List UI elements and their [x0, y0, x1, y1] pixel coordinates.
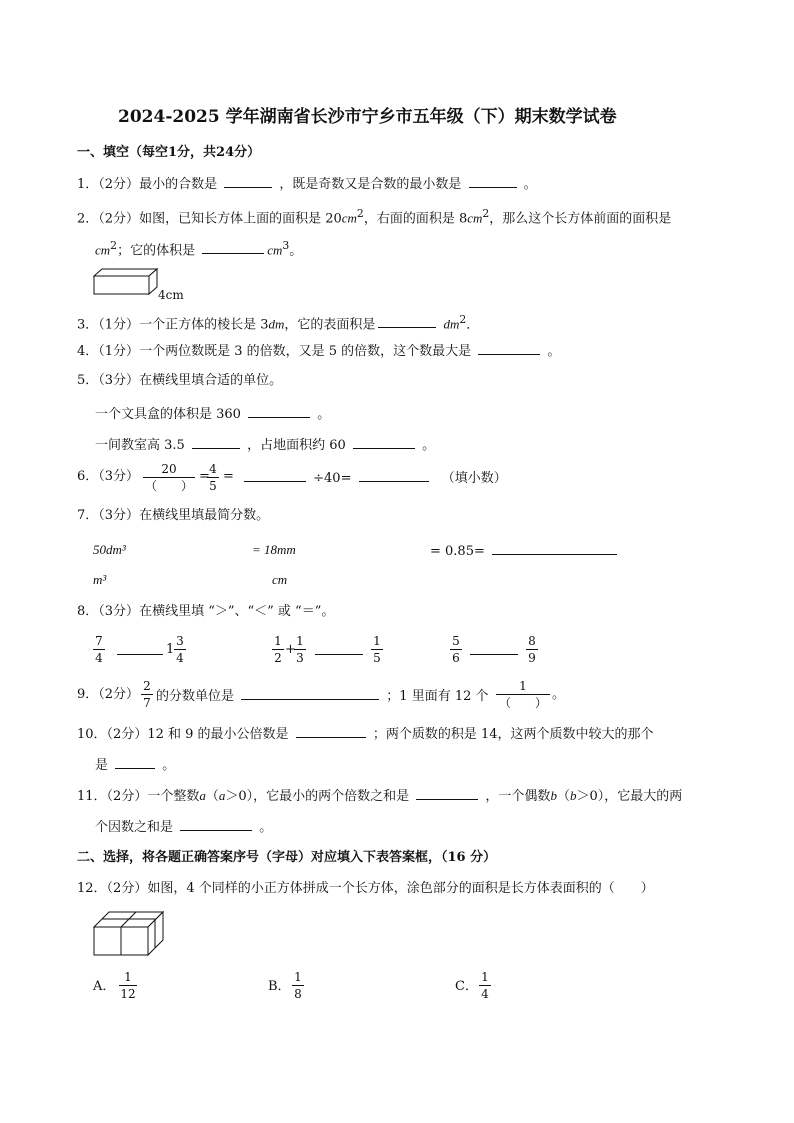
- fraction-bar: [93, 649, 105, 650]
- numerator: 8: [528, 634, 536, 648]
- answer-blank[interactable]: [241, 687, 379, 700]
- q-text: 一个整数: [147, 789, 200, 804]
- answer-blank[interactable]: [202, 241, 264, 254]
- fraction-bar: [479, 985, 491, 986]
- numerator: 1: [481, 970, 489, 984]
- numerator: 4: [209, 462, 217, 476]
- question-5-line2: [95, 436, 435, 454]
- numerator: 1: [274, 634, 282, 648]
- fraction: [143, 462, 195, 493]
- q-number: 3．: [77, 317, 99, 333]
- fraction: [371, 634, 383, 665]
- q-number: 11．: [77, 789, 107, 804]
- q-points: （2分）: [106, 789, 148, 804]
- q-text: 12 和 9 的最小公倍数是: [147, 727, 289, 742]
- unit: cm: [341, 210, 357, 226]
- q-text: ，占地面积约 60: [247, 438, 346, 453]
- fraction-bar: [450, 649, 462, 650]
- q-points: （2分）: [106, 881, 148, 896]
- q-text: = 0.85=: [430, 544, 485, 559]
- question-2-line2: [95, 238, 302, 259]
- q-text: ；两个质数的积是 14，这两个质数中较大的那个: [372, 727, 654, 742]
- answer-blank[interactable]: [296, 725, 366, 738]
- answer-blank[interactable]: [192, 436, 240, 449]
- q-text: 一个文具盒的体积是 360: [95, 407, 241, 422]
- q-text: ，既是奇数又是合数的最小数是: [279, 177, 462, 192]
- fraction: [207, 462, 219, 493]
- q-text: （: [556, 789, 570, 804]
- q-text: ．: [466, 317, 480, 333]
- unit: dm: [268, 316, 285, 332]
- q-text: 。: [547, 344, 561, 359]
- denominator: （ ）: [144, 479, 193, 493]
- q-text: 的分数单位是: [156, 689, 235, 704]
- denominator: 4: [95, 651, 103, 665]
- fraction-bar: [207, 477, 219, 478]
- q-number: 7．: [77, 508, 99, 523]
- q-text: 。: [317, 407, 331, 422]
- fraction: [450, 634, 462, 665]
- question-1: [77, 175, 537, 193]
- answer-blank[interactable]: [315, 642, 363, 655]
- q-number: 2．: [77, 211, 99, 227]
- exponent: 2: [110, 239, 118, 252]
- question-6-rest: [241, 469, 507, 487]
- variable: b: [569, 788, 577, 803]
- q-text: ；1 里面有 12 个: [386, 689, 489, 704]
- denominator: 12: [120, 987, 136, 1001]
- question-12: [77, 881, 654, 897]
- answer-blank[interactable]: [478, 342, 540, 355]
- denominator: 4: [176, 651, 184, 665]
- answer-blank[interactable]: [378, 315, 436, 328]
- section-2-heading: 二、选择，将各题正确答案序号（字母）对应填入下表答案框，（16 分）: [77, 850, 497, 865]
- q-text: 。: [552, 687, 566, 702]
- fraction: [93, 634, 105, 665]
- denominator: 7: [143, 696, 151, 710]
- denominator: 3: [296, 651, 304, 665]
- q7-item-1-bottom: m³: [93, 572, 107, 587]
- q-text: ÷40=: [313, 471, 352, 486]
- q7-item-2-top: = 18mm: [252, 542, 296, 557]
- exponent: 2: [459, 313, 467, 326]
- numerator: 1: [373, 634, 381, 648]
- q-points: （3分）: [98, 508, 140, 523]
- denominator: 6: [452, 651, 460, 665]
- q-text: ＞0），它最大的两: [576, 789, 683, 804]
- q-text: 。: [523, 177, 537, 192]
- numerator: 2: [143, 679, 151, 693]
- q7-item-1-top: 50dm³: [93, 542, 126, 557]
- numerator: 7: [95, 634, 103, 648]
- q-points: （2分）: [98, 211, 140, 227]
- q-points: （3分）: [98, 373, 140, 388]
- question-3: [77, 312, 479, 333]
- question-11: [77, 787, 682, 805]
- fraction: [294, 634, 306, 665]
- q7-item-2-bottom: cm: [272, 572, 288, 587]
- fraction: [272, 634, 284, 665]
- figure-dimension-label: 4cm: [158, 288, 184, 302]
- fraction: [526, 634, 538, 665]
- q-text: ，它的表面积是: [284, 317, 376, 333]
- answer-blank[interactable]: [248, 405, 310, 418]
- q-text: ，右面的面积是 8: [363, 211, 468, 227]
- option-b-fraction[interactable]: [292, 970, 304, 1001]
- denominator: 8: [294, 987, 302, 1001]
- exponent: 2: [482, 207, 490, 220]
- cuboid-figure: [93, 268, 163, 298]
- q-points: （2分）: [98, 177, 140, 192]
- denominator: 2: [274, 651, 282, 665]
- whole-number: 1: [166, 642, 175, 657]
- q-text: 一个两位数既是 3 的倍数，又是 5 的倍数，这个数最大是: [139, 344, 472, 359]
- variable: a: [199, 788, 206, 803]
- section-1-heading: 一、填空（每空1分，共24分）: [77, 145, 261, 160]
- fraction-bar: [174, 649, 186, 650]
- option-a-fraction[interactable]: [119, 970, 137, 1001]
- question-4: [77, 342, 560, 360]
- exponent: 3: [282, 239, 290, 252]
- denominator: 9: [528, 651, 536, 665]
- q-text: 是: [95, 758, 109, 773]
- q-text: 在横线里填 “＞”、“＜” 或 “＝”。: [139, 604, 335, 619]
- unit: dm: [443, 316, 460, 332]
- fraction-bar: [143, 477, 195, 478]
- q-points: （3分）: [98, 604, 140, 619]
- compare-blank-1: [114, 642, 166, 660]
- plus-sign: +: [285, 642, 296, 657]
- compare-blank-3: [467, 642, 521, 660]
- q-number: 8．: [77, 604, 99, 619]
- unit: cm: [467, 210, 483, 226]
- fraction: [141, 679, 153, 710]
- q-points: （1分）: [98, 344, 140, 359]
- page-title: 2024-2025 学年湖南省长沙市宁乡市五年级（下）期末数学试卷: [118, 107, 617, 127]
- fraction-bar: [141, 694, 153, 695]
- question-10: [77, 725, 654, 743]
- answer-blank[interactable]: [492, 542, 617, 555]
- answer-blank[interactable]: [180, 818, 252, 831]
- q-number: 12．: [77, 881, 107, 896]
- question-7: [77, 508, 269, 524]
- fraction: [496, 679, 550, 710]
- q7-item-3: [430, 542, 620, 560]
- q-number: 1．: [77, 177, 99, 192]
- q-text: ，那么这个长方体前面的面积是: [489, 211, 672, 227]
- q-text: 。: [422, 438, 436, 453]
- q-text: 如图，已知长方体上面的面积是 20: [139, 211, 342, 227]
- question-10-line2: [95, 756, 175, 774]
- question-9-text: [156, 687, 489, 705]
- question-2: [77, 206, 671, 227]
- question-9-label: [77, 687, 139, 703]
- q-points: （1分）: [98, 317, 140, 333]
- answer-blank[interactable]: [359, 469, 429, 482]
- option-c-label[interactable]: C．: [455, 979, 478, 994]
- q-text: 。: [162, 758, 176, 773]
- option-c-fraction[interactable]: [479, 970, 491, 1001]
- q-number: 4．: [77, 344, 99, 359]
- unit: cm: [267, 242, 283, 258]
- q-text: ；它的体积是: [117, 243, 196, 259]
- fraction-bar: [371, 649, 383, 650]
- option-a-label[interactable]: A．: [93, 979, 116, 994]
- question-5: [77, 373, 282, 389]
- answer-blank[interactable]: [470, 642, 518, 655]
- denominator: 5: [209, 479, 217, 493]
- q-points: （2分）: [98, 687, 140, 702]
- q-note: （填小数）: [441, 471, 507, 486]
- q-text: 如图，4 个同样的小正方体拼成一个长方体，涂色部分的面积是长方体表面积的（ ）: [147, 881, 654, 896]
- q-number: 5．: [77, 373, 99, 388]
- question-11-line2: [95, 818, 272, 836]
- q-number: 10．: [77, 727, 107, 742]
- answer-blank[interactable]: [244, 469, 306, 482]
- equals-sign: =: [199, 469, 210, 484]
- unit: cm: [95, 242, 111, 258]
- question-5-line1: [95, 405, 330, 423]
- q-number: 6．: [77, 469, 99, 484]
- q-text: 一间教室高 3.5: [95, 438, 185, 453]
- q-points: （2分）: [106, 727, 148, 742]
- numerator: 1: [294, 970, 302, 984]
- answer-blank[interactable]: [117, 642, 163, 655]
- q-points: （3分）: [98, 469, 140, 484]
- answer-blank[interactable]: [416, 787, 478, 800]
- q-text: 在横线里填最简分数。: [139, 508, 270, 523]
- q-text: 一个正方体的棱长是 3: [139, 317, 269, 333]
- fraction-bar: [526, 649, 538, 650]
- option-b-label[interactable]: B．: [268, 979, 291, 994]
- fraction-bar: [272, 649, 284, 650]
- fraction-bar: [496, 694, 550, 695]
- q-text: ，一个偶数: [485, 789, 551, 804]
- answer-blank[interactable]: [469, 175, 517, 188]
- compare-blank-2: [312, 642, 366, 660]
- variable: b: [550, 788, 557, 803]
- fraction-bar: [294, 649, 306, 650]
- exponent: 2: [356, 207, 364, 220]
- q-number: 9．: [77, 687, 99, 702]
- answer-blank[interactable]: [353, 436, 415, 449]
- q-text: 在横线里填合适的单位。: [139, 373, 283, 388]
- question-6-label: [77, 469, 139, 485]
- equals-sign: =: [223, 469, 234, 484]
- answer-blank[interactable]: [115, 756, 155, 769]
- question-8: [77, 604, 334, 620]
- variable: a: [218, 788, 226, 803]
- fraction-bar: [119, 985, 137, 986]
- fraction: [174, 634, 186, 665]
- denominator: 4: [481, 987, 489, 1001]
- denominator: （ ）: [498, 696, 547, 710]
- q-text: 个因数之和是: [95, 820, 174, 835]
- numerator: 5: [452, 634, 460, 648]
- denominator: 5: [373, 651, 381, 665]
- answer-blank[interactable]: [224, 175, 272, 188]
- numerator: 3: [176, 634, 184, 648]
- numerator: 20: [161, 462, 177, 476]
- q-text: 最小的合数是: [139, 177, 218, 192]
- q-text: 。: [259, 820, 273, 835]
- fraction-bar: [292, 985, 304, 986]
- numerator: 1: [519, 679, 527, 693]
- q-text: 。: [289, 243, 303, 259]
- q-text: ＞0），它最小的两个倍数之和是: [225, 789, 410, 804]
- q-text: （: [205, 789, 219, 804]
- numerator: 1: [124, 970, 132, 984]
- cubes-figure: [93, 911, 165, 957]
- numerator: 1: [296, 634, 304, 648]
